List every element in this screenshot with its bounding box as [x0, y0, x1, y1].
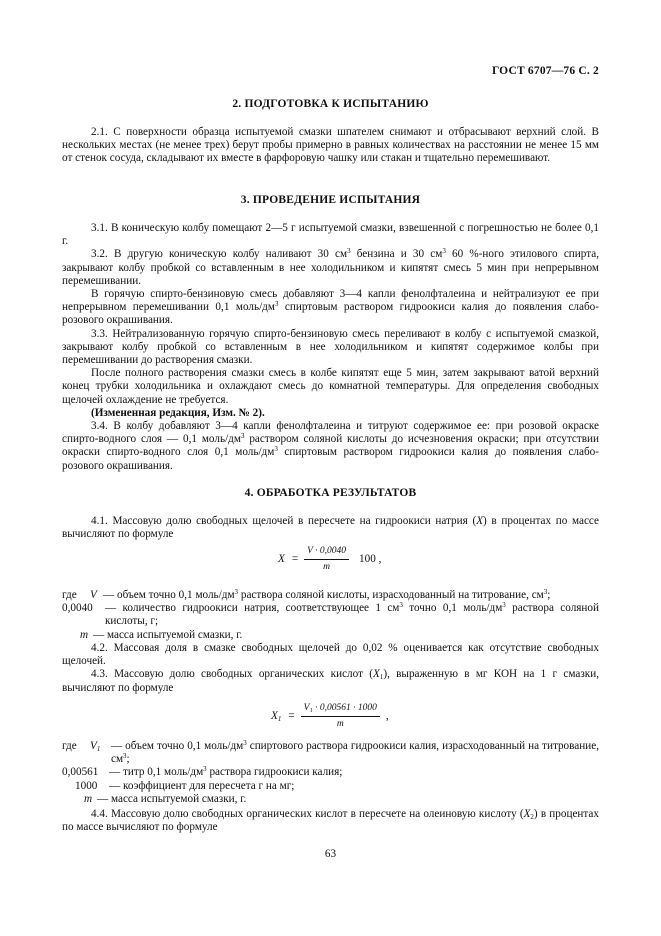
section-2-body [62, 126, 599, 166]
formula-2-denominator: m [336, 719, 344, 730]
formula-2-numerator: V₁ · 0,00561 · 1000 [301, 702, 380, 717]
amendment-note: (Измененная редакция, Изм. № 2). [91, 406, 265, 419]
paragraph-3-1: 3.1. В коническую колбу помещают 2—5 г испытуемой смазки, взвешенной с погрешностью не более 0,1 г. [62, 222, 599, 248]
paragraph-4-2-4-3 [62, 642, 599, 695]
section-2-title: 2. ПОДГОТОВКА К ИСПЫТАНИЮ [232, 98, 429, 110]
page-header: ГОСТ 6707—76 С. 2 [491, 65, 599, 77]
formula-2-lhs: $X_1$ [271, 710, 282, 724]
paragraph-3-3-cont: После полного растворения смазки смесь в колбе кипятят еще 5 мин, затем закрывают ватой верхний конец трубки холодильника и охлаждают смесь до комнатной температуры. Для определения свободных щелочей охлаждение не требуется. [62, 367, 599, 406]
paragraph-2-1: 2.1. С поверхности образца испытуемой смазки шпателем снимают и отбрасывают верхний слой. В нескольких местах (не менее трех) берут пробы примерно в равных количествах на расстоянии не менее 15 мм от стенок сосуда, складывают их вместе в фарфоровую чашку или стакан и тщательно перемешивают. [62, 126, 599, 165]
paragraph-3-2: 3.2. В другую коническую колбу наливают 30 $см^3$ бензина и 30 $см^3$ 60 %-ного этилового спирта, закрывают колбу пробкой со вставленным в нее холодильником и кипятят смесь 5 мин при непрерывном перемешивании. [62, 247, 599, 287]
paragraph-4-3: 4.3. Массовую долю свободных органических кислот $(X_1)$, выраженную в мг КОН на 1 г смазки, вычисляют по формуле [62, 668, 599, 694]
formula-1-definitions [62, 589, 599, 642]
page-number: 63 [324, 848, 337, 860]
formula-2-fraction [301, 702, 380, 731]
paragraph-3-4: 3.4. В колбу добавляют 3—4 капли фенолфталеина и титруют содержимое ее: при розовой окраске спирто-водного слоя — 0,1 моль/$дм^3$ раствором соляной кислоты до исчезновения окраски; при отсутствии окраски спирто-водного слоя 0,1 моль/$дм^3$ спиртовым раствором гидроокиси калия до появления слабо-розового окрашивания. [62, 420, 599, 472]
formula-2-tail: , [385, 710, 389, 723]
formula-2-eq: = [288, 710, 295, 723]
paragraph-4-1: 4.1. Массовую долю свободных щелочей в пересчете на гидроокиси натрия (X) в процентах по массе вычисляют по формуле [62, 515, 599, 541]
definition-m-2: m — масса испытуемой смазки, г. [84, 792, 247, 805]
formula-1-multiplier: 100 , [359, 553, 382, 566]
paragraph-4-4-block [62, 808, 599, 834]
section-3-body [62, 222, 599, 473]
definition-0-0040: 0,0040 — количество гидроокиси натрия, соответствующее 1 $см^3$ точно 0,1 моль/$дм^3$ раствора соляной кислоты, г; [62, 601, 599, 628]
paragraph-3-3: 3.3. Нейтрализованную горячую спирто-бензиновую смесь переливают в колбу с испытуемой смазкой, закрывают колбу пробкой со вставленным в нее холодильником и кипятят содержимое колбы при перемешивании до растворения смазки. [62, 327, 599, 367]
definition-1000: 1000 — коэффициент для пересчета г на мг; [75, 779, 295, 792]
definition-v: где V — объем точно 0,1 моль/$дм^3$ раствора соляной кислоты, израсходованный на титрование, $см^3$; [62, 588, 551, 601]
formula-2 [62, 702, 599, 732]
document-page [62, 0, 599, 936]
definition-0-00561: 0,00561 — титр 0,1 моль/$дм^3$ раствора гидроокиси калия; [62, 765, 343, 779]
paragraph-3-2-cont: В горячую спирто-бензиновую смесь добавляют 3—4 капли фенолфталеина и нейтрализуют ее при непрерывном перемешивании 0,1 моль/$дм^3$ спиртовым раствором гидроокиси калия до появления слабо-розового окрашивания. [62, 288, 599, 327]
paragraph-4-2: 4.2. Массовая доля в смазке свободных щелочей до 0,02 % оценивается как отсутствие свободных щелочей. [62, 642, 599, 668]
formula-1 [62, 545, 599, 575]
formula-1-lhs: X [278, 553, 285, 566]
section-3-title: 3. ПРОВЕДЕНИЕ ИСПЫТАНИЯ [240, 194, 421, 206]
definition-v1: где $V_1$ — объем точно 0,1 моль/$дм^3$ спиртового раствора гидроокиси калия, израсходованный на титрование, $см^3$; [62, 739, 599, 766]
formula-1-numerator: V · 0,0040 [304, 545, 349, 560]
paragraph-4-4: 4.4. Массовую долю свободных органических кислот в пересчете на олеиновую кислоту $(X_2)$ в процентах по массе вычисляют по формуле [62, 808, 599, 834]
definition-m: m — масса испытуемой смазки, г. [80, 628, 243, 641]
paragraph-4-1-block [62, 515, 599, 541]
formula-1-denominator: m [323, 562, 331, 573]
formula-1-eq: = [291, 553, 299, 566]
formula-2-definitions [62, 740, 599, 806]
section-4-title: 4. ОБРАБОТКА РЕЗУЛЬТАТОВ [244, 487, 417, 499]
formula-1-fraction [304, 545, 349, 574]
